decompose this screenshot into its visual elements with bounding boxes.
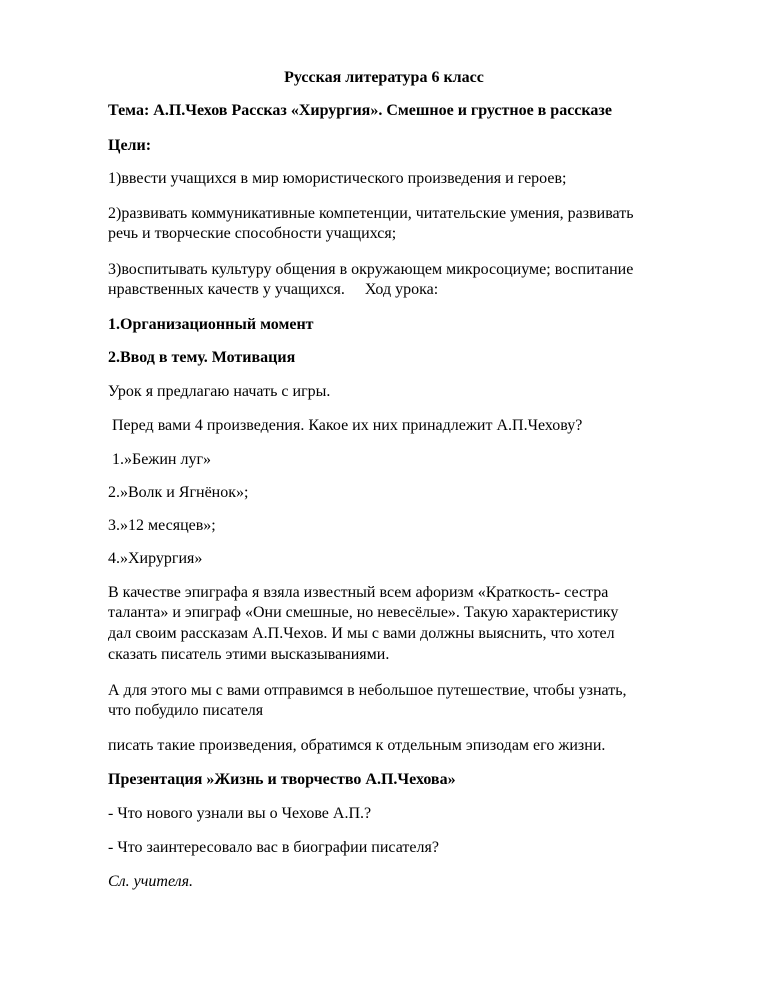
goals-heading: Цели: [108,137,152,154]
question-interest: - Что заинтересовало вас в биографии писателя? [108,839,439,856]
goal-1: 1)ввести учащихся в мир юмористического произведения и героев; [108,170,567,187]
lesson-topic: Тема: А.П.Чехов Рассказ «Хирургия». Смешное и грустное в рассказе [108,102,612,119]
goal-2-line-2: речь и творческие способности учащихся; [108,225,397,242]
journey-line-1: А для этого мы с вами отправимся в небольшое путешествие, чтобы узнать, [108,682,627,699]
work-item-4: 4.»Хирургия» [108,550,203,567]
goal-2-line-1: 2)развивать коммуникативные компетенции, читательские умения, развивать [108,205,634,222]
section-motivation: 2.Ввод в тему. Мотивация [108,349,296,366]
epigraph-line-2: таланта» и эпиграф «Они смешные, но невесёлые». Такую характеристику [108,604,619,621]
epigraph-line-1: В качестве эпиграфа я взяла известный всем афоризм «Краткость- сестра [108,584,609,601]
epigraph-line-3: дал своим рассказам А.П.Чехов. И мы с вами должны выяснить, что хотел [108,625,615,642]
presentation-heading: Презентация »Жизнь и творчество А.П.Чехова» [108,771,456,788]
question-new: - Что нового узнали вы о Чехове А.П.? [108,805,372,822]
paragraph-question: Перед вами 4 произведения. Какое их них принадлежит А.П.Чехову? [108,417,583,434]
paragraph-game: Урок я предлагаю начать с игры. [108,383,331,400]
section-organizational: 1.Организационный момент [108,316,314,333]
episodes-paragraph: писать такие произведения, обратимся к отдельным эпизодам его жизни. [108,737,606,754]
teacher-word: Сл. учителя. [108,873,194,890]
work-item-1: 1.»Бежин луг» [108,451,212,468]
document-title: Русская литература 6 класс [284,69,484,86]
epigraph-line-4: сказать писатель этими высказываниями. [108,646,390,663]
work-item-3: 3.»12 месяцев»; [108,517,216,534]
journey-line-2: что побудило писателя [108,702,264,719]
goal-3-line-2: нравственных качеств у учащихся. Ход урока: [108,281,439,298]
goal-3-line-1: 3)воспитывать культуру общения в окружающем микросоциуме; воспитание [108,261,634,278]
work-item-2: 2.»Волк и Ягнёнок»; [108,484,249,501]
